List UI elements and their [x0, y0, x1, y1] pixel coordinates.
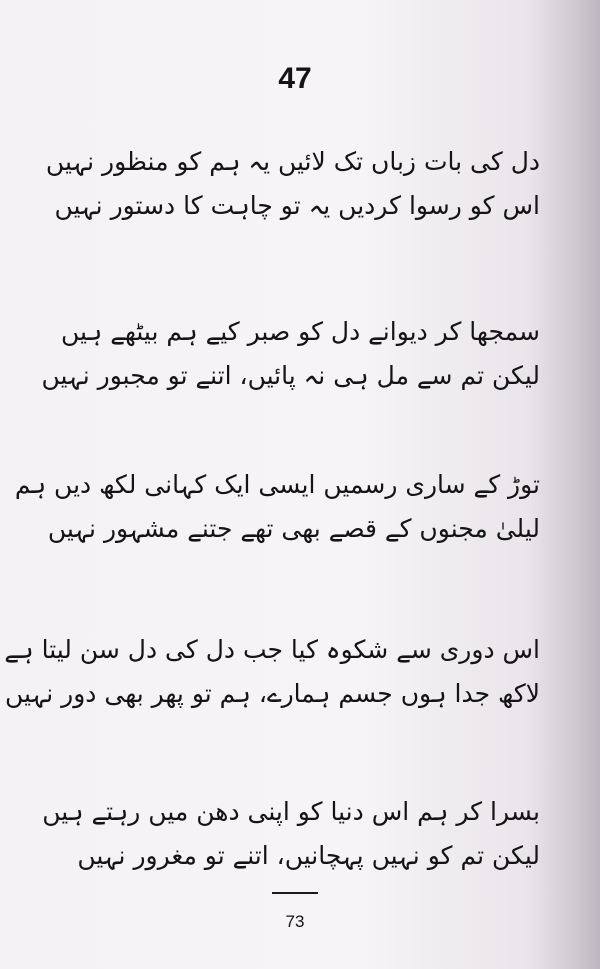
verse-line: اس دوری سے شکوہ کیا جب دل کی دل سن لیتا ہے [4, 635, 540, 664]
verse-line: بسرا کر ہم اس دنیا کو اپنی دھن میں رہتے ہیں [42, 797, 540, 826]
stanza-5 [42, 790, 540, 878]
verse-line: لیکن تم سے مل ہی نہ پائیں، اتنے تو مجبور نہیں [41, 361, 540, 390]
poem-number: 47 [278, 62, 312, 95]
verse-line: اس کو رسوا کردیں یہ تو چاہت کا دستور نہیں [54, 191, 540, 220]
page-number: 73 [285, 912, 305, 931]
verse-line: لیکن تم کو نہیں پہچانیں، اتنے تو مغرور نہیں [77, 841, 540, 870]
verse-line: توڑ کے ساری رسمیں ایسی ایک کہانی لکھ دیں ہم [14, 470, 540, 499]
verse-line: دل کی بات زباں تک لائیں یہ ہم کو منظور نہیں [45, 147, 540, 176]
stanza-1 [45, 140, 540, 228]
verse-line: لاکھ جدا ہوں جسم ہمارے، ہم تو پھر بھی دور نہیں [5, 679, 540, 708]
stanza-3 [14, 463, 540, 551]
stanza-4 [4, 628, 540, 716]
divider-rule [272, 892, 318, 894]
verse-line: لیلیٰ مجنوں کے قصے بھی تھے جتنے مشہور نہیں [47, 514, 540, 543]
verse-line: سمجھا کر دیوانے دل کو صبر کیے ہم بیٹھے ہیں [61, 317, 540, 346]
stanza-2 [41, 310, 540, 398]
